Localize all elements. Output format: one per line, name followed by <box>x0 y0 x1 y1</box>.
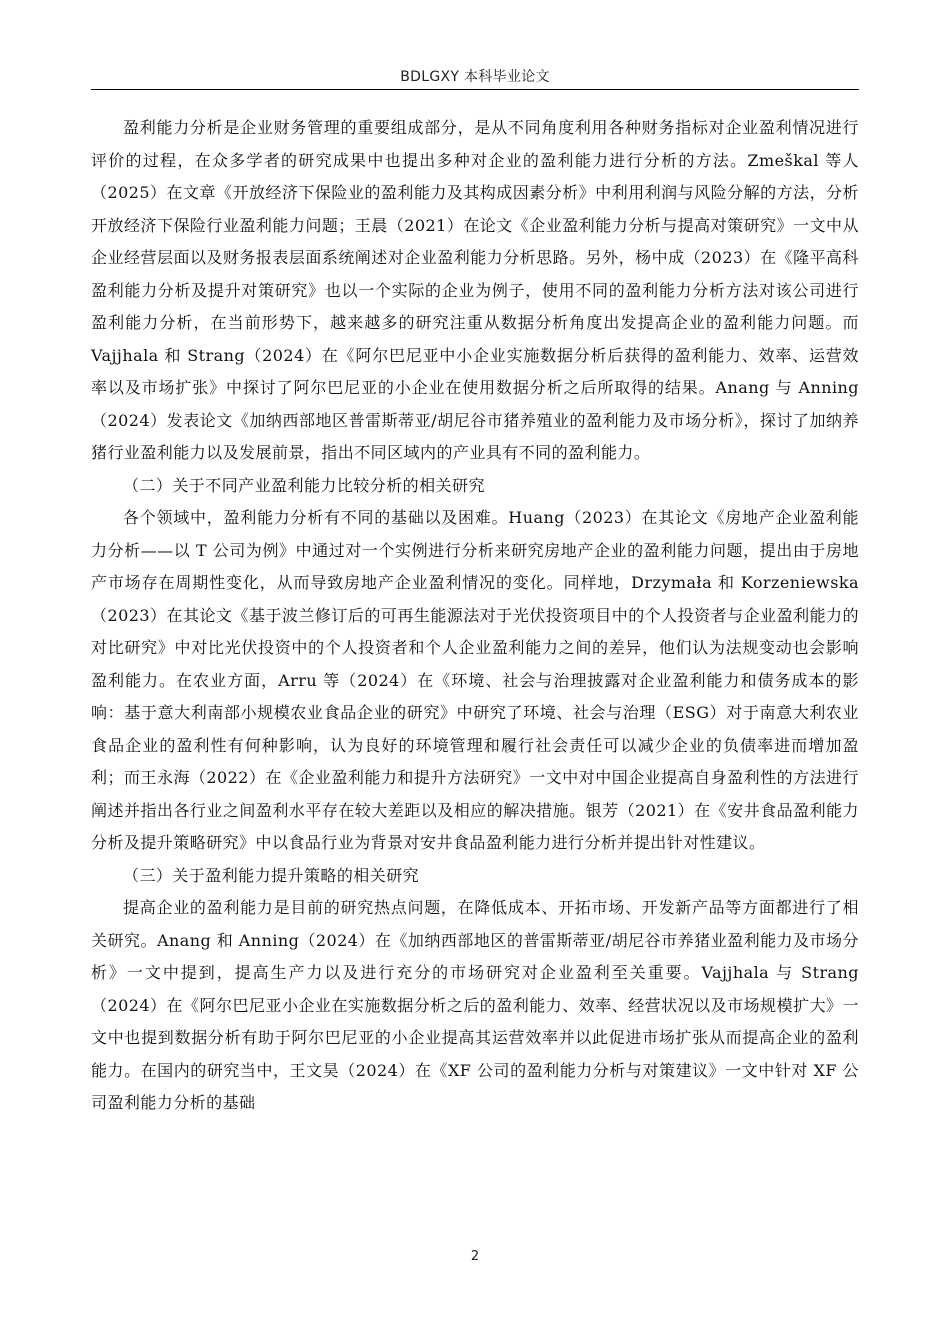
section-heading: （二）关于不同产业盈利能力比较分析的相关研究 <box>123 475 485 495</box>
running-header: BDLGXY 本科毕业论文 <box>400 69 550 85</box>
body-paragraph: 盈利能力分析是企业财务管理的重要组成部分，是从不同角度利用各种财务指标对企业盈利情况进行评价的过程，在众多学者的研究成果中也提出多种对企业的盈利能力进行分析的方法。Zmeškal 等人（2025）在文章《开放经济下保险业的盈利能力及其构成因素分析》中利用利润与风险分解的方法，分析开放经济下保险行业盈利能力问题；王晨（2021）在论文《企业盈利能力分析与提高对策研究》一文中从企业经营层面以及财务报表层面系统阐述对企业盈利能力分析思路。另外，杨中成（2023）在《隆平高科盈利能力分析及提升对策研究》也以一个实际的企业为例子，使用不同的盈利能力分析方法对该公司进行盈利能力分析，在当前形势下，越来越多的研究注重从数据分析角度出发提高企业的盈利能力问题。而 Vajjhala 和 Strang（2024）在《阿尔巴尼亚中小企业实施数据分析后获得的盈利能力、效率、运营效率以及市场扩张》中探讨了阿尔巴尼亚的小企业在使用数据分析之后所取得的结果。Anang 与 Anning（2024）发表论文《加纳西部地区普雷斯蒂亚/胡尼谷市猪养殖业的盈利能力及市场分析》，探讨了加纳养猪行业盈利能力以及发展前景，指出不同区域内的产业具有不同的盈利能力。 <box>91 118 859 462</box>
header-divider <box>91 89 859 90</box>
body-paragraph: 提高企业的盈利能力是目前的研究热点问题，在降低成本、开拓市场、开发新产品等方面都进行了相关研究。Anang 和 Anning（2024）在《加纳西部地区的普雷斯蒂亚/胡尼谷市养猪业盈利能力及市场分析》一文中提到，提高生产力以及进行充分的市场研究对企业盈利至关重要。Vajjhala 与 Strang（2024）在《阿尔巴尼亚小企业在实施数据分析之后的盈利能力、效率、经营状况以及市场规模扩大》一文中也提到数据分析有助于阿尔巴尼亚的小企业提高其运营效率并以此促进市场扩张从而提高企业的盈利能力。在国内的研究当中，王文昊（2024）在《XF 公司的盈利能力分析与对策建议》一文中针对 XF 公司盈利能力分析的基础 <box>91 898 859 1112</box>
section-heading: （三）关于盈利能力提升策略的相关研究 <box>123 865 420 885</box>
body-paragraph: 各个领域中，盈利能力分析有不同的基础以及困难。Huang（2023）在其论文《房地产企业盈利能力分析——以 T 公司为例》中通过对一个实例进行分析来研究房地产企业的盈利能力问题，提出由于房地产市场存在周期性变化，从而导致房地产企业盈利情况的变化。同样地，Drzymała 和 Korzeniewska （2023）在其论文《基于波兰修订后的可再生能源法对于光伏投资项目中的个人投资者与企业盈利能力的对比研究》中对比光伏投资中的个人投资者和个人企业盈利能力之间的差异，他们认为法规变动也会影响盈利能力。在农业方面，Arru 等（2024）在《环境、社会与治理披露对企业盈利能力和债务成本的影响：基于意大利南部小规模农业食品企业的研究》中研究了环境、社会与治理（ESG）对于南意大利农业食品企业的盈利性有何种影响，认为良好的环境管理和履行社会责任可以减少企业的负债率进而增加盈利；而王永海（2022）在《企业盈利能力和提升方法研究》一文中对中国企业提高自身盈利性的方法进行阐述并指出各行业之间盈利水平存在较大差距以及相应的解决措施。银芳（2021）在《安井食品盈利能力分析及提升策略研究》中以食品行业为背景对安井食品盈利能力进行分析并提出针对性建议。 <box>91 508 859 852</box>
document-body <box>91 112 859 1120</box>
page-number: 2 <box>470 1249 480 1264</box>
